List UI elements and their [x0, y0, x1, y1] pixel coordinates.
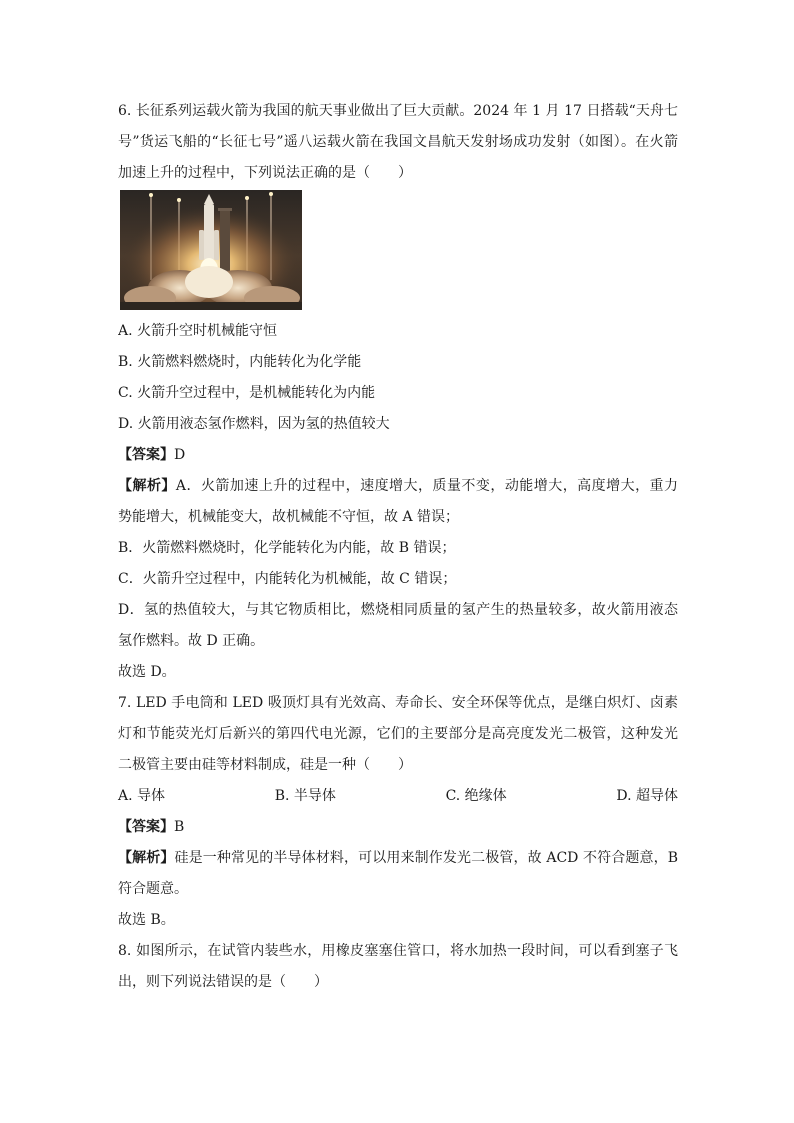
q7-option-a: A. 导体: [118, 788, 166, 804]
q7-analysis-text-1: 硅是一种常见的半导体材料，可以用来制作发光二极管，故 ACD 不符合题意，B: [174, 850, 678, 866]
q7-analysis-line-2: 符合题意。: [118, 881, 188, 897]
q6-answer-value: D: [174, 447, 186, 463]
q6-option-d: D. 火箭用液态氢作燃料，因为氢的热值较大: [118, 416, 390, 432]
q7-stem-line-1: 7. LED 手电筒和 LED 吸顶灯具有光效高、寿命长、安全环保等优点，是继白炽灯、卤素: [118, 695, 678, 711]
q6-analysis-line-5: D．氢的热值较大，与其它物质相比，燃烧相同质量的氢产生的热量较多，故火箭用液态: [118, 602, 678, 618]
q6-option-c: C. 火箭升空过程中，是机械能转化为内能: [118, 385, 376, 401]
q6-analysis-line-3: B．火箭燃料燃烧时，化学能转化为内能，故 B 错误；: [118, 540, 456, 556]
q7-options-row: [118, 781, 678, 812]
q6-analysis-text-1: A．火箭加速上升的过程中，速度增大，质量不变，动能增大，高度增大，重力: [175, 478, 678, 494]
q6-analysis-label: 【解析】: [118, 478, 176, 494]
q6-stem-line-1: 6. 长征系列运载火箭为我国的航天事业做出了巨大贡献。2024 年 1 月 17 日搭载“天舟七: [118, 103, 678, 119]
q8-stem-line-2: 出，则下列说法错误的是（ ）: [118, 974, 328, 990]
q6-analysis-line-1: [118, 471, 678, 502]
q7-option-b: B. 半导体: [274, 788, 336, 804]
q6-stem-line-3: 加速上升的过程中，下列说法正确的是（ ）: [118, 165, 412, 181]
question-6: [118, 96, 678, 688]
q6-answer-label: 【答案】: [118, 447, 174, 463]
question-7: [118, 688, 678, 936]
q6-option-a: A. 火箭升空时机械能守恒: [118, 323, 278, 339]
q7-analysis-line-1: [118, 843, 678, 874]
q6-stem-line-2: 号”货运飞船的“长征七号”遥八运载火箭在我国文昌航天发射场成功发射（如图）。在火箭: [118, 134, 678, 150]
q7-stem-line-3: 二极管主要由硅等材料制成，硅是一种（ ）: [118, 757, 412, 773]
question-8: [118, 936, 678, 998]
q7-option-d: D. 超导体: [616, 788, 678, 804]
q7-answer-value: B: [174, 819, 185, 835]
q6-conclusion: 故选 D。: [118, 664, 176, 680]
q6-option-b: B. 火箭燃料燃烧时，内能转化为化学能: [118, 354, 362, 370]
q6-answer: [118, 440, 678, 471]
document-page: [118, 96, 678, 998]
q7-stem-line-2: 灯和节能荧光灯后新兴的第四代电光源，它们的主要部分是高亮度发光二极管，这种发光: [118, 726, 678, 742]
q7-analysis-label: 【解析】: [118, 850, 175, 866]
q6-analysis-line-4: C．火箭升空过程中，内能转化为机械能，故 C 错误；: [118, 571, 457, 587]
q6-analysis-line-2: 势能增大，机械能变大，故机械能不守恒，故 A 错误；: [118, 509, 460, 525]
q7-answer-label: 【答案】: [118, 819, 174, 835]
q6-analysis-line-6: 氢作燃料。故 D 正确。: [118, 633, 265, 649]
q7-answer: [118, 812, 678, 843]
q7-conclusion: 故选 B。: [118, 912, 175, 928]
rocket-launch-photo: [120, 190, 302, 310]
q7-option-c: C. 绝缘体: [445, 788, 507, 804]
q8-stem-line-1: 8. 如图所示，在试管内装些水，用橡皮塞塞住管口，将水加热一段时间，可以看到塞子飞: [118, 943, 678, 959]
